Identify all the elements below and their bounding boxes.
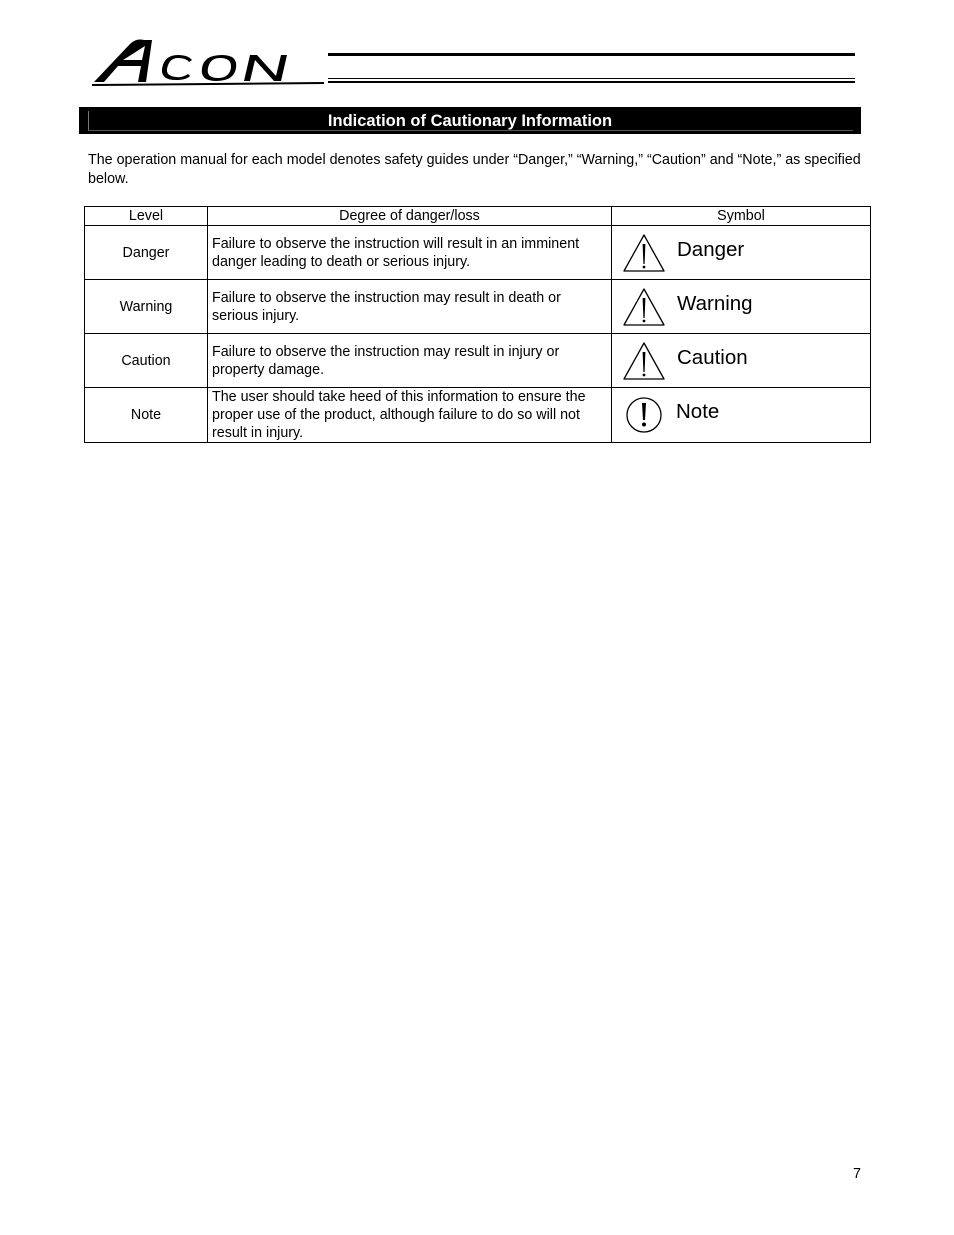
table-row bbox=[85, 388, 871, 443]
table-row bbox=[85, 334, 871, 388]
table-row bbox=[85, 280, 871, 334]
level-cell: Caution bbox=[85, 334, 208, 388]
header-rule bbox=[328, 53, 855, 83]
symbol-label: Warning bbox=[677, 291, 753, 315]
header-symbol: Symbol bbox=[612, 207, 871, 226]
page-number: 7 bbox=[853, 1166, 861, 1182]
level-cell: Danger bbox=[85, 226, 208, 280]
description-cell: The user should take heed of this information to ensure the proper use of the product, although failure to do so will not result in injury. bbox=[208, 388, 612, 443]
symbol-cell bbox=[612, 226, 871, 280]
symbol-cell bbox=[612, 280, 871, 334]
caution-levels-table bbox=[84, 206, 871, 443]
description-cell: Failure to observe the instruction will result in an imminent danger leading to death or serious injury. bbox=[208, 226, 612, 280]
header-degree: Degree of danger/loss bbox=[208, 207, 612, 226]
description-cell: Failure to observe the instruction may result in injury or property damage. bbox=[208, 334, 612, 388]
intro-paragraph: The operation manual for each model denotes safety guides under “Danger,” “Warning,” “Caution” and “Note,” as specified below. bbox=[88, 152, 861, 187]
symbol-label: Danger bbox=[677, 237, 745, 261]
symbol-label: Note bbox=[676, 400, 720, 423]
table-header-row bbox=[85, 207, 871, 226]
level-cell: Note bbox=[85, 388, 208, 443]
acon-logo bbox=[92, 38, 327, 86]
section-title: Indication of Cautionary Information bbox=[327, 112, 613, 130]
level-cell: Warning bbox=[85, 280, 208, 334]
section-title-bar bbox=[79, 107, 861, 134]
exclamation-circle-icon bbox=[625, 396, 663, 434]
description-cell: Failure to observe the instruction may result in death or serious injury. bbox=[208, 280, 612, 334]
table-row bbox=[85, 226, 871, 280]
warning-triangle-icon bbox=[622, 341, 666, 381]
header-level: Level bbox=[85, 207, 208, 226]
warning-triangle-icon bbox=[622, 287, 666, 327]
symbol-cell bbox=[612, 334, 871, 388]
warning-triangle-icon bbox=[622, 233, 666, 273]
symbol-cell bbox=[612, 388, 871, 443]
symbol-label: Caution bbox=[677, 345, 748, 369]
